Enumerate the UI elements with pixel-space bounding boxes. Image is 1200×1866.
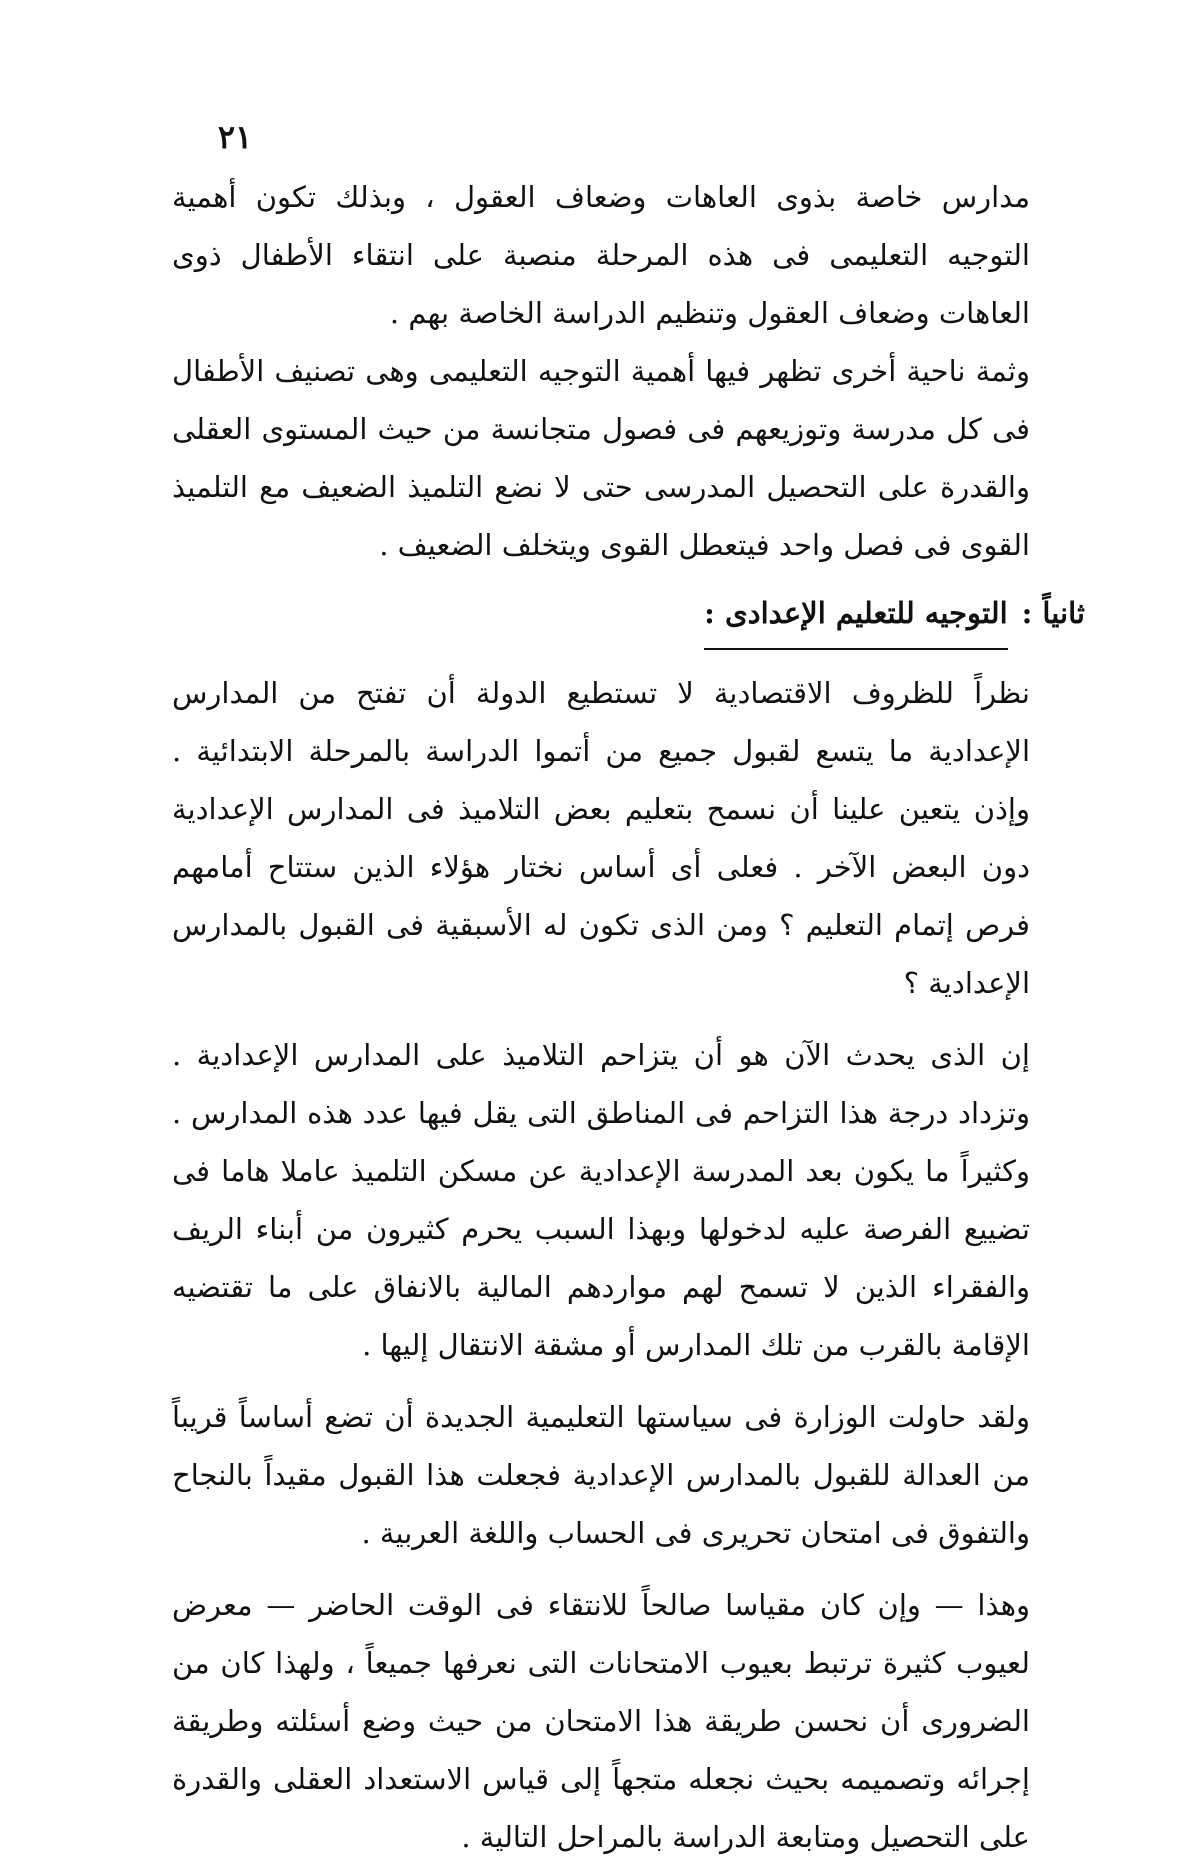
paragraph-3: نظراً للظروف الاقتصادية لا تستطيع الدولة أن تفتح من المدارس الإعدادية ما يتسع لقبول جميع من أتموا الدراسة بالمرحلة الابتدائية . وإذن يتعين علينا أن نسمح بتعليم بعض التلاميذ فى المدارس الإعدادية دون البعض الآخر . فعلى أى أساس نختار هؤلاء الذين ستتاح أمامهم فرص إتمام التعليم ؟ ومن الذى تكون له الأسبقية فى القبول بالمدارس الإعدادية ؟ — [172, 676, 1030, 1000]
paragraph-6: وهذا — وإن كان مقياسا صالحاً للانتقاء فى الوقت الحاضر — معرض لعيوب كثيرة ترتبط بعيوب الامتحانات التى نعرفها جميعاً ، ولهذا كان من الضرورى أن نحسن طريقة هذا الامتحان من حيث وضع أسئلته وطريقة إجرائه وتصميمه بحيث نجعله متجهاً إلى قياس الاستعداد العقلى والقدرة على التحصيل ومتابعة الدراسة بالمراحل التالية . — [172, 1588, 1030, 1854]
section-title: التوجيه للتعليم الإعدادى : — [704, 584, 1007, 650]
section-label: ثانياً : — [1021, 596, 1085, 630]
paragraph-5: ولقد حاولت الوزارة فى سياستها التعليمية الجديدة أن تضع أساساً قريباً من العدالة للقبول بالمدارس الإعدادية فجعلت هذا القبول مقيداً بالنجاح والتفوق فى امتحان تحريرى فى الحساب واللغة العربية . — [172, 1400, 1030, 1550]
paragraph-4: إن الذى يحدث الآن هو أن يتزاحم التلاميذ على المدارس الإعدادية . وتزداد درجة هذا التزاحم فى المناطق التى يقل فيها عدد هذه المدارس . وكثيراً ما يكون بعد المدرسة الإعدادية عن مسكن التلميذ عاملا هاما فى تضييع الفرصة عليه لدخولها وبهذا السبب يحرم كثيرون من أبناء الريف والفقراء الذين لا تسمح لهم مواردهم المالية بالانفاق على ما تقتضيه الإقامة بالقرب من تلك المدارس أو مشقة الانتقال إليها . — [172, 1038, 1030, 1362]
section-heading — [172, 584, 1085, 650]
page-body — [172, 168, 1085, 1866]
paragraph-1: مدارس خاصة بذوى العاهات وضعاف العقول ، وبذلك تكون أهمية التوجيه التعليمى فى هذه المرحلة منصبة على انتقاء الأطفال ذوى العاهات وضعاف العقول وتنظيم الدراسة الخاصة بهم . — [172, 180, 1030, 330]
paragraph-2: وثمة ناحية أخرى تظهر فيها أهمية التوجيه التعليمى وهى تصنيف الأطفال فى كل مدرسة وتوزيعهم فى فصول متجانسة من حيث المستوى العقلى والقدرة على التحصيل المدرسى حتى لا نضع التلميذ الضعيف مع التلميذ القوى فى فصل واحد فيتعطل القوى ويتخلف الضعيف . — [172, 354, 1030, 562]
page-number: ٢١ — [217, 118, 253, 156]
